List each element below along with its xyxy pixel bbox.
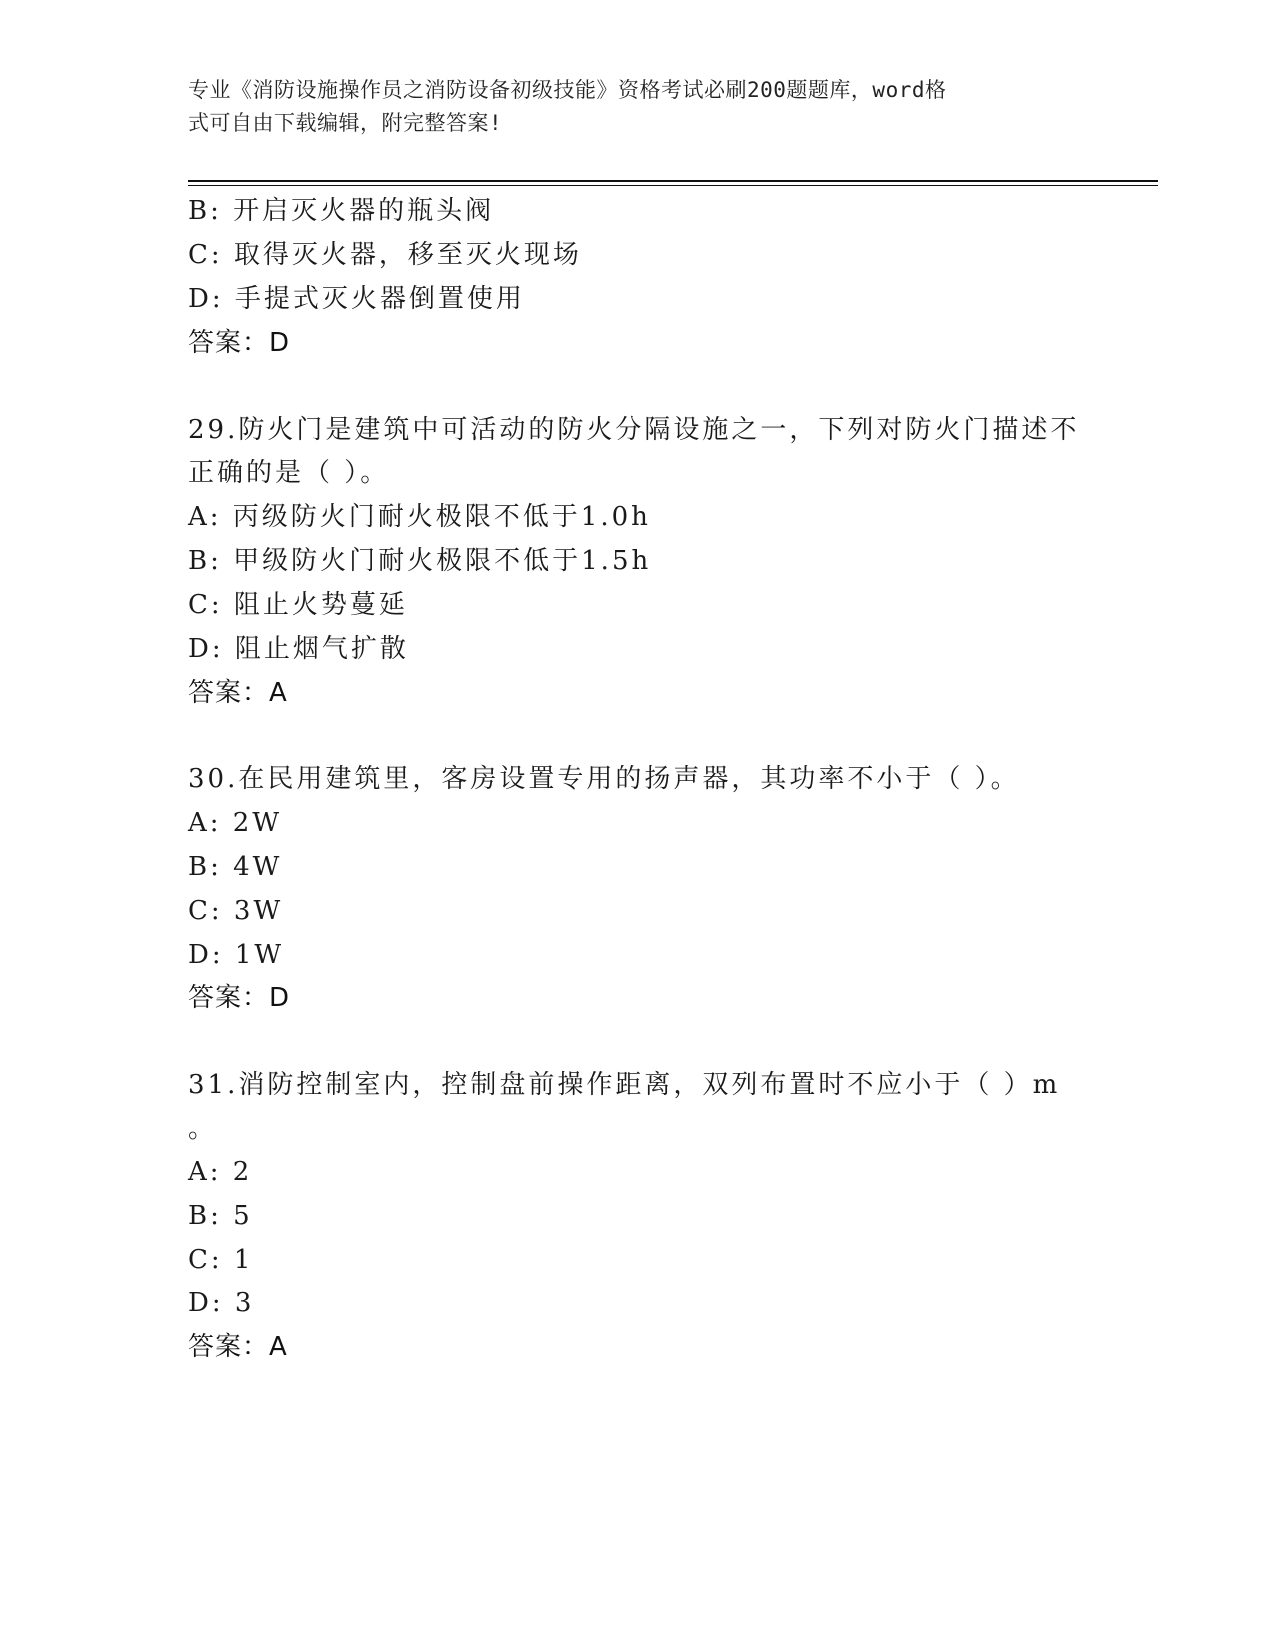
header-divider-thick [188, 180, 1158, 182]
q29-stem-line-2: 正确的是（ ）。 [188, 458, 390, 488]
q30-stem: 30.在民用建筑里，客房设置专用的扬声器，其功率不小于（ ）。 [188, 764, 1020, 794]
q31-option-a: A: 2 [188, 1157, 253, 1187]
q31-option-b: B: 5 [188, 1201, 253, 1231]
q28-option-d: D: 手提式灭火器倒置使用 [188, 284, 525, 314]
q29-answer: 答案：A [188, 678, 288, 708]
q30-option-c: C: 3W [188, 896, 284, 926]
q28-option-b: B: 开启灭火器的瓶头阀 [188, 196, 495, 226]
q28-answer: 答案：D [188, 328, 291, 358]
q29-stem-line-1: 29.防火门是建筑中可活动的防火分隔设施之一，下列对防火门描述不 [188, 415, 1080, 445]
q31-stem-line-1: 31.消防控制室内，控制盘前操作距离，双列布置时不应小于（ ）m [188, 1070, 1061, 1100]
document-header [188, 74, 1088, 140]
q29-option-d: D: 阻止烟气扩散 [188, 634, 409, 664]
header-line-1: 专业《消防设施操作员之消防设备初级技能》资格考试必刷200题题库，word格 [188, 78, 947, 102]
q30-answer: 答案：D [188, 983, 291, 1013]
q31-stem-line-2: 。 [188, 1114, 218, 1144]
q30-option-b: B: 4W [188, 852, 283, 882]
q30-option-d: D: 1W [188, 940, 285, 970]
q31-option-d: D: 3 [188, 1288, 255, 1318]
q31-answer: 答案：A [188, 1332, 288, 1362]
q31-option-c: C: 1 [188, 1245, 254, 1275]
q29-option-b: B: 甲级防火门耐火极限不低于1.5h [188, 546, 652, 576]
q30-option-a: A: 2W [188, 808, 283, 838]
q29-option-a: A: 丙级防火门耐火极限不低于1.0h [188, 502, 651, 532]
q28-option-c: C: 取得灭火器，移至灭火现场 [188, 240, 582, 270]
q29-option-c: C: 阻止火势蔓延 [188, 590, 408, 620]
header-divider-thin [188, 185, 1158, 186]
header-line-2: 式可自由下载编辑，附完整答案! [188, 111, 503, 135]
